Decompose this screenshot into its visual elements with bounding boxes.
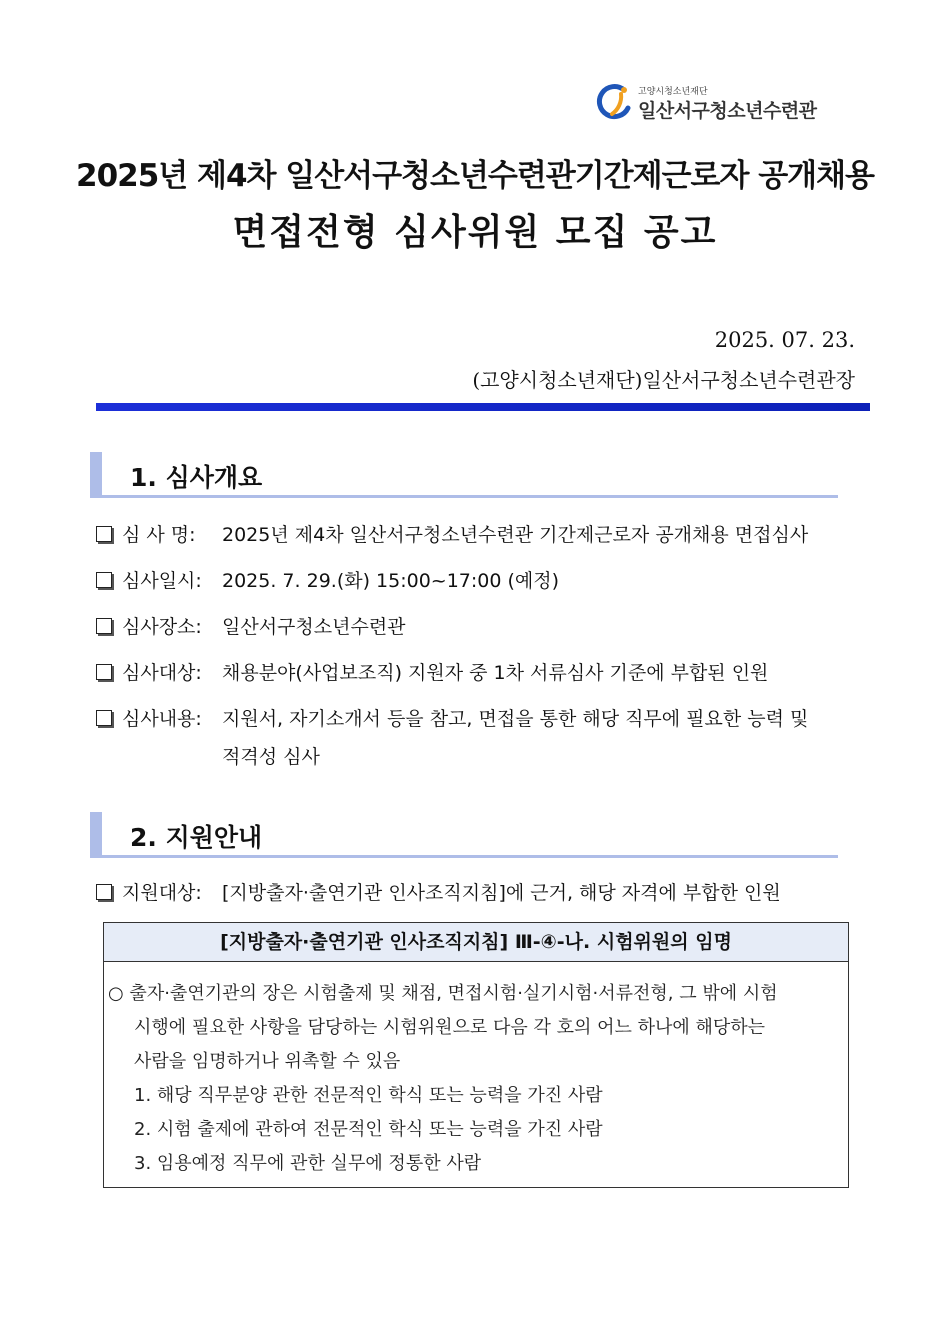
item-value: 2025년 제4차 일산서구청소년수련관 기간제근로자 공개채용 면접심사 (222, 524, 809, 546)
item-value: [지방출자·출연기관 인사조직지침]에 근거, 해당 자격에 부합한 인원 (222, 882, 781, 904)
reference-line: 2. 시험 출제에 관하여 전문적인 학식 또는 능력을 가진 사람 (134, 1119, 603, 1140)
item-label: 심사일시: (122, 570, 202, 592)
item-label: 심사대상: (122, 662, 202, 684)
section-accent-bar (90, 812, 102, 858)
list-item (96, 658, 202, 685)
item-label: 심 사 명: (122, 524, 196, 546)
item-value: 지원서, 자기소개서 등을 참고, 면접을 통한 해당 직무에 필요한 능력 및 (222, 708, 809, 730)
section-accent-bar (90, 452, 102, 498)
reference-line: 시행에 필요한 사항을 담당하는 시험위원으로 다음 각 호의 어느 하나에 해당하는 (134, 1017, 766, 1038)
reference-line: ○ 출자·출연기관의 장은 시험출제 및 채점, 면접시험·실기시험·서류전형, 그 밖에 시험 (108, 983, 778, 1004)
section-1-title: 1. 심사개요 (130, 463, 263, 492)
logo-center-name: 일산서구청소년수련관 (638, 100, 817, 122)
checkbox-bullet-icon (96, 618, 112, 634)
checkbox-bullet-icon (96, 526, 112, 542)
list-item (96, 566, 202, 593)
foundation-logo (594, 82, 834, 124)
item-label: 지원대상: (122, 882, 202, 904)
section-1-heading (90, 452, 838, 498)
item-value-continued: 적격성 심사 (222, 746, 320, 768)
section-2-heading (90, 812, 838, 858)
title-line-1: 2025년 제4차 일산서구청소년수련관기간제근로자 공개채용 (76, 158, 874, 194)
checkbox-bullet-icon (96, 710, 112, 726)
reference-line: 사람을 임명하거나 위촉할 수 있음 (134, 1051, 401, 1072)
list-item (96, 520, 196, 547)
item-value: 채용분야(사업보조직) 지원자 중 1차 서류심사 기준에 부합된 인원 (222, 662, 769, 684)
reference-header: [지방출자·출연기관 인사조직지침] Ⅲ-④-나. 시험위원의 임명 (104, 923, 848, 962)
title-line-2: 면접전형 심사위원 모집 공고 (232, 212, 718, 253)
list-item (96, 704, 202, 731)
header-rule (96, 403, 870, 411)
section-underline (102, 495, 838, 498)
reference-line: 1. 해당 직무분양 관한 전문적인 학식 또는 능력을 가진 사람 (134, 1085, 603, 1106)
section-underline (102, 855, 838, 858)
logo-emblem-icon (594, 84, 634, 122)
item-value: 일산서구청소년수련관 (222, 616, 406, 638)
list-item (96, 612, 202, 639)
item-value: 2025. 7. 29.(화) 15:00~17:00 (예정) (222, 570, 560, 592)
regulation-reference-box (103, 922, 849, 1188)
issuer-name: (고양시청소년재단)일산서구청소년수련관장 (472, 368, 855, 392)
checkbox-bullet-icon (96, 884, 112, 900)
list-item (96, 878, 202, 905)
item-label: 심사장소: (122, 616, 202, 638)
notice-date: 2025. 07. 23. (714, 328, 855, 352)
logo-foundation-name: 고양시청소년재단 (638, 87, 708, 97)
checkbox-bullet-icon (96, 572, 112, 588)
section-2-title: 2. 지원안내 (130, 823, 263, 852)
checkbox-bullet-icon (96, 664, 112, 680)
reference-line: 3. 임용예정 직무에 관한 실무에 정통한 사람 (134, 1153, 482, 1174)
item-label: 심사내용: (122, 708, 202, 730)
